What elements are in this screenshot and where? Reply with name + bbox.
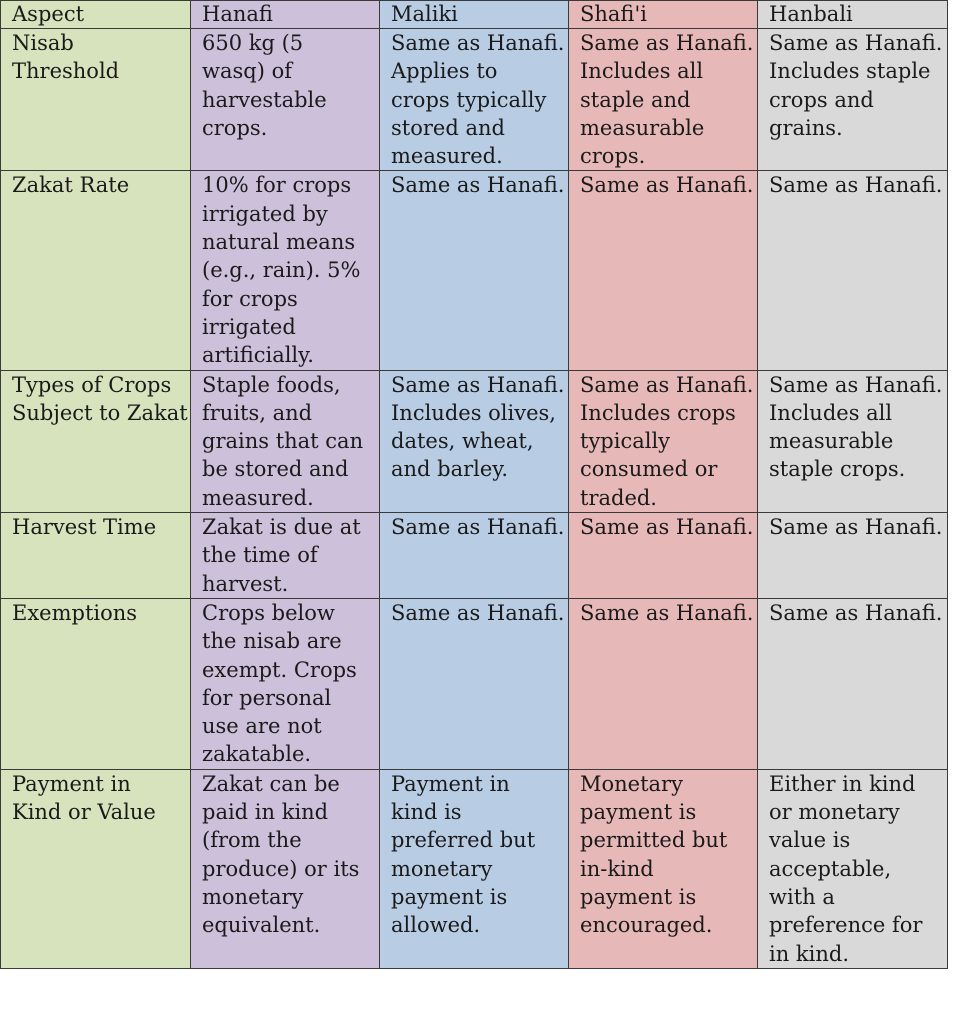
cell-text-line: payment is: [391, 884, 508, 909]
cell-text-line: monetary: [202, 884, 304, 909]
cell-hanbali: [758, 513, 948, 599]
cell-text-line: produce) or its: [202, 856, 360, 881]
cell-text-line: Same as Hanafi.: [391, 600, 565, 625]
cell-text-line: artificially.: [202, 343, 314, 368]
cell-text-line: 10% for crops: [202, 173, 352, 198]
cell-text-line: Same as Hanafi.: [580, 372, 754, 397]
table-row: [1, 370, 948, 512]
header-cell-maliki: Maliki: [380, 1, 569, 29]
cell-text-line: (e.g., rain). 5%: [202, 258, 361, 283]
cell-text-line: use are not: [202, 714, 322, 739]
cell-hanafi: [191, 513, 380, 599]
cell-text-line: for crops: [202, 286, 298, 311]
cell-hanbali: [758, 370, 948, 512]
cell-aspect: [1, 769, 191, 968]
table-row: [1, 769, 948, 968]
cell-hanafi: [191, 598, 380, 769]
cell-text-line: monetary: [391, 856, 493, 881]
cell-text-line: Includes all: [580, 59, 704, 84]
cell-text-line: Same as Hanafi.: [769, 31, 943, 55]
cell-hanafi: [191, 171, 380, 370]
cell-text-line: Threshold: [12, 59, 120, 84]
cell-text-line: grains that can: [202, 429, 364, 454]
cell-text-line: and barley.: [391, 457, 509, 482]
cell-text-line: Subject to Zakat: [12, 400, 188, 425]
cell-text-line: crops and: [769, 87, 874, 112]
cell-text-line: Zakat is due at: [202, 515, 361, 540]
cell-maliki: [380, 513, 569, 599]
table-row: [1, 513, 948, 599]
cell-text-line: Includes olives,: [391, 400, 556, 425]
cell-text-line: be stored and: [202, 457, 349, 482]
table-body: [1, 29, 948, 969]
cell-text-line: Crops below: [202, 600, 335, 625]
cell-text-line: Same as Hanafi.: [769, 173, 943, 198]
table-header-row: [1, 1, 948, 29]
cell-text-line: the time of: [202, 543, 318, 568]
cell-aspect: [1, 598, 191, 769]
cell-text-line: dates, wheat,: [391, 429, 534, 454]
cell-text-line: exempt. Crops: [202, 657, 357, 682]
cell-text-line: payment is: [580, 884, 697, 909]
cell-text-line: Nisab: [12, 31, 74, 55]
cell-text-line: Same as Hanafi.: [391, 372, 565, 397]
cell-text-line: measurable: [769, 429, 894, 454]
cell-text-line: staple crops.: [769, 457, 906, 482]
cell-text-line: stored and: [391, 115, 505, 140]
cell-text-line: fruits, and: [202, 400, 313, 425]
cell-text-line: with a: [769, 884, 835, 909]
cell-text-line: grains.: [769, 115, 843, 140]
cell-text-line: the nisab are: [202, 629, 342, 654]
cell-text-line: Monetary: [580, 771, 683, 796]
cell-text-line: crops typically: [391, 87, 547, 112]
cell-text-line: Zakat can be: [202, 771, 340, 796]
cell-text-line: Harvest Time: [12, 515, 157, 540]
cell-text-line: Same as Hanafi.: [769, 515, 943, 540]
cell-hanbali: [758, 598, 948, 769]
cell-text-line: 650 kg (5: [202, 31, 304, 55]
cell-text-line: Either in kind: [769, 771, 916, 796]
cell-aspect: [1, 171, 191, 370]
cell-text-line: zakatable.: [202, 742, 312, 767]
cell-text-line: traded.: [580, 485, 657, 510]
cell-text-line: for personal: [202, 685, 332, 710]
cell-text-line: Same as Hanafi.: [769, 600, 943, 625]
cell-text-line: encouraged.: [580, 913, 713, 938]
cell-hanbali: [758, 171, 948, 370]
cell-text-line: staple and: [580, 87, 691, 112]
cell-text-line: preference for: [769, 913, 923, 938]
cell-text-line: irrigated by: [202, 201, 328, 226]
cell-text-line: Same as Hanafi.: [580, 31, 754, 55]
header-cell-hanafi: Hanafi: [191, 1, 380, 29]
cell-hanbali: [758, 769, 948, 968]
cell-aspect: [1, 513, 191, 599]
cell-text-line: equivalent.: [202, 913, 321, 938]
cell-text-line: value is: [769, 828, 851, 853]
cell-text-line: Same as Hanafi.: [580, 600, 754, 625]
cell-text-line: harvest.: [202, 571, 289, 596]
table-row: [1, 171, 948, 370]
cell-text-line: typically: [580, 429, 671, 454]
cell-text-line: Applies to: [391, 59, 498, 84]
cell-text-line: irrigated: [202, 314, 296, 339]
cell-text-line: Payment in: [12, 771, 131, 796]
header-cell-shafii: Shafi'i: [569, 1, 758, 29]
cell-aspect: [1, 29, 191, 171]
cell-text-line: wasq) of: [202, 59, 292, 84]
cell-text-line: kind is: [391, 800, 462, 825]
cell-text-line: or monetary: [769, 800, 900, 825]
cell-text-line: measured.: [391, 144, 503, 169]
table-row: [1, 29, 948, 171]
cell-hanafi: [191, 29, 380, 171]
cell-text-line: crops.: [580, 144, 646, 169]
cell-shafii: [569, 769, 758, 968]
cell-text-line: Includes staple: [769, 59, 931, 84]
cell-hanbali: [758, 29, 948, 171]
cell-text-line: natural means: [202, 230, 356, 255]
cell-text-line: measurable: [580, 115, 705, 140]
cell-text-line: Types of Crops: [12, 372, 172, 397]
cell-text-line: Zakat Rate: [12, 173, 130, 198]
cell-shafii: [569, 29, 758, 171]
cell-text-line: preferred but: [391, 828, 536, 853]
cell-text-line: Includes all: [769, 400, 893, 425]
cell-maliki: [380, 370, 569, 512]
cell-text-line: in-kind: [580, 856, 654, 881]
header-cell-aspect: Aspect: [1, 1, 191, 29]
cell-aspect: [1, 370, 191, 512]
cell-text-line: acceptable,: [769, 856, 892, 881]
cell-text-line: permitted but: [580, 828, 728, 853]
cell-text-line: paid in kind: [202, 800, 329, 825]
cell-maliki: [380, 598, 569, 769]
cell-text-line: Staple foods,: [202, 372, 341, 397]
cell-text-line: consumed or: [580, 457, 718, 482]
cell-maliki: [380, 29, 569, 171]
header-cell-hanbali: Hanbali: [758, 1, 948, 29]
cell-text-line: harvestable: [202, 87, 327, 112]
cell-text-line: allowed.: [391, 913, 481, 938]
cell-text-line: Includes crops: [580, 400, 736, 425]
cell-maliki: [380, 171, 569, 370]
cell-shafii: [569, 598, 758, 769]
cell-text-line: measured.: [202, 485, 314, 510]
cell-text-line: Exemptions: [12, 600, 138, 625]
cell-text-line: Payment in: [391, 771, 510, 796]
cell-text-line: payment is: [580, 800, 697, 825]
cell-text-line: Same as Hanafi.: [769, 372, 943, 397]
cell-shafii: [569, 171, 758, 370]
cell-text-line: Same as Hanafi.: [391, 515, 565, 540]
cell-maliki: [380, 769, 569, 968]
cell-hanafi: [191, 769, 380, 968]
cell-shafii: [569, 370, 758, 512]
cell-shafii: [569, 513, 758, 599]
cell-text-line: Kind or Value: [12, 800, 156, 825]
cell-text-line: Same as Hanafi.: [391, 173, 565, 198]
cell-hanafi: [191, 370, 380, 512]
cell-text-line: crops.: [202, 115, 268, 140]
cell-text-line: Same as Hanafi.: [580, 173, 754, 198]
cell-text-line: in kind.: [769, 941, 850, 966]
cell-text-line: Same as Hanafi.: [580, 515, 754, 540]
cell-text-line: Same as Hanafi.: [391, 31, 565, 55]
cell-text-line: (from the: [202, 828, 302, 853]
table-row: [1, 598, 948, 769]
